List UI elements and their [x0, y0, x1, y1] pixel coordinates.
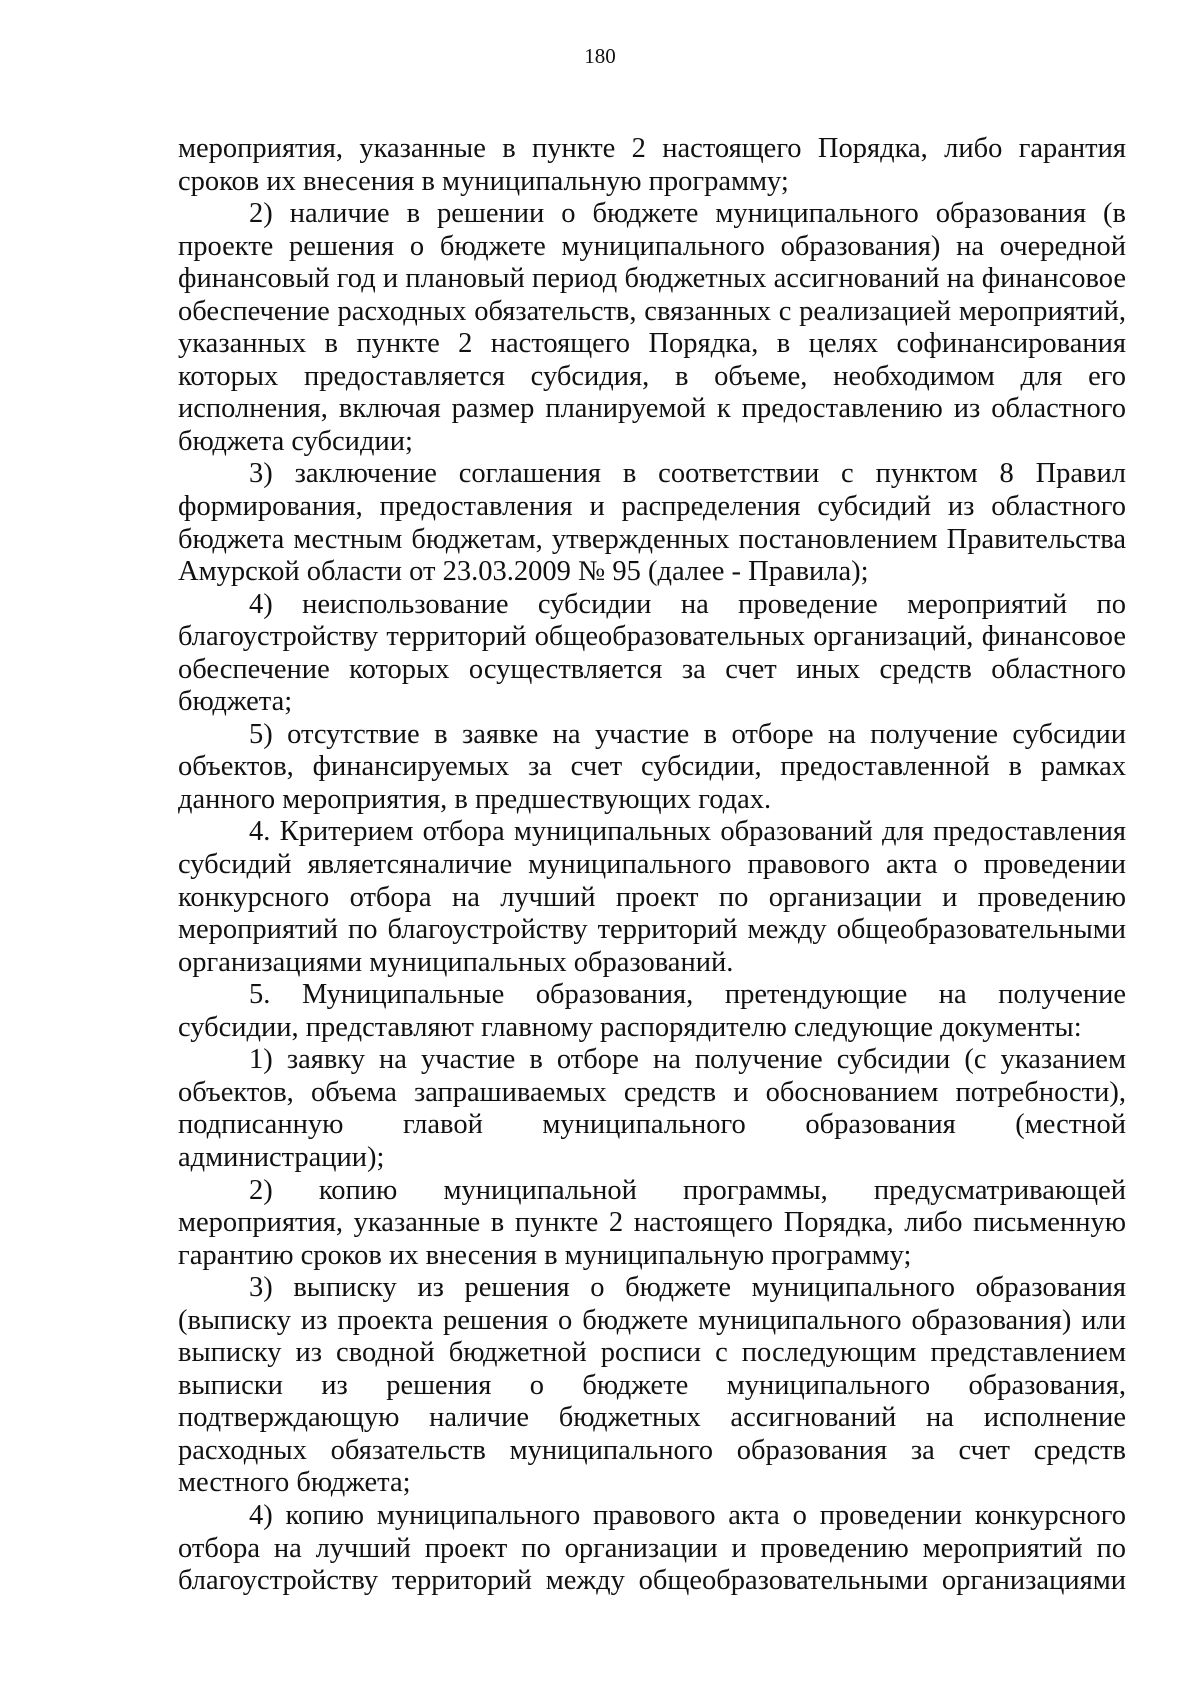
paragraph-document-2: 2) копию муниципальной программы, предусматривающей мероприятия, указанные в пункте 2 настоящего Порядка, либо письменную гарантию сроков их внесения в муниципальную программу; [178, 1174, 1126, 1271]
paragraph-section-5: 5. Муниципальные образования, претендующие на получение субсидии, представляют главному распорядителю следующие документы: [178, 979, 1126, 1043]
paragraph-document-4: 4) копию муниципального правового акта о проведении конкурсного отбора на лучший проект по организации и проведению мероприятий по благоустройству территорий между общеобразовательными организациями [178, 1499, 1126, 1597]
page-number: 180 [584, 44, 616, 68]
paragraph-continuation: мероприятия, указанные в пункте 2 настоящего Порядка, либо гарантия сроков их внесения в муниципальную программу; [178, 133, 1126, 197]
paragraph-document-1: 1) заявку на участие в отборе на получение субсидии (с указанием объектов, объема запрашиваемых средств и обоснованием потребности), подписанную главой муниципального образования (местной администрации); [178, 1044, 1126, 1173]
paragraph-section-4: 4. Критерием отбора муниципальных образований для предоставления субсидий являетсяналичие муниципального правового акта о проведении конкурсного отбора на лучший проект по организации и проведению мероприятий по благоустройству территорий между общеобразовательными организациями муниципальных образований. [178, 816, 1126, 978]
paragraph-condition-5: 5) отсутствие в заявке на участие в отборе на получение субсидии объектов, финансируемых за счет субсидии, предоставленной в рамках данного мероприятия, в предшествующих годах. [178, 718, 1126, 815]
paragraph-condition-3: 3) заключение соглашения в соответствии с пунктом 8 Правил формирования, предоставления и распределения субсидий из областного бюджета местным бюджетам, утвержденных постановлением Правительства Амурской области от 23.03.2009 № 95 (далее - Правила); [178, 458, 1126, 588]
paragraph-condition-2: 2) наличие в решении о бюджете муниципального образования (в проекте решения о бюджете муниципального образования) на очередной финансовый год и плановый период бюджетных ассигнований на финансовое обеспечение расходных обязательств, связанных с реализацией мероприятий, указанных в пункте 2 настоящего Порядка, в целях софинансирования которых предоставляется субсидия, в объеме, необходимом для его исполнения, включая размер планируемой к предоставлению из областного бюджета субсидии; [178, 198, 1126, 457]
document-body [178, 133, 1126, 1598]
paragraph-condition-4: 4) неиспользование субсидии на проведение мероприятий по благоустройству территорий общеобразовательных организаций, финансовое обеспечение которых осуществляется за счет иных средств областного бюджета; [178, 588, 1126, 718]
paragraph-document-3: 3) выписку из решения о бюджете муниципального образования (выписку из проекта решения о бюджете муниципального образования) или выписку из сводной бюджетной росписи с последующим представлением выписки из решения о бюджете муниципального образования, подтверждающую наличие бюджетных ассигнований на исполнение расходных обязательств муниципального образования за счет средств местного бюджета; [178, 1272, 1126, 1499]
